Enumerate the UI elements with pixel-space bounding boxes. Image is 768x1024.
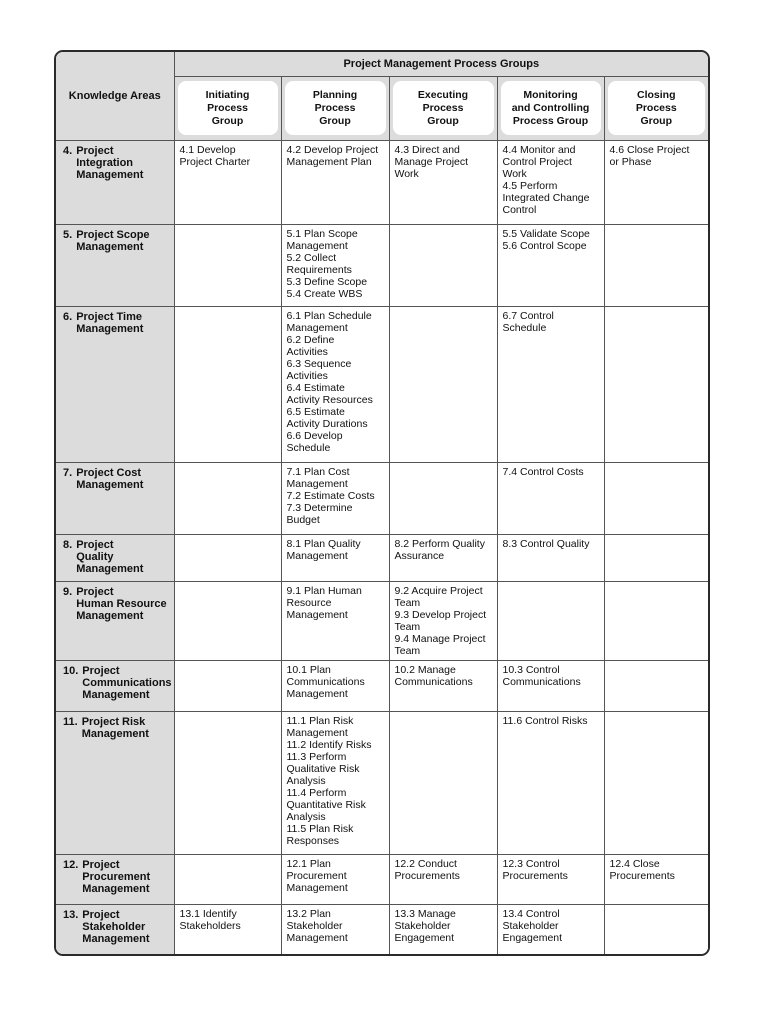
knowledge-area-label: [63, 229, 170, 253]
header-row-top: [56, 52, 708, 76]
knowledge-area-name: Project Cost Management: [76, 467, 144, 492]
process-cell: [604, 905, 708, 954]
process-cell: 5.1 Plan Scope Management 5.2 Collect Requirements 5.3 Define Scope 5.4 Create WBS: [281, 224, 389, 306]
table-row: [56, 660, 708, 711]
process-cell: [389, 711, 497, 854]
table-row: [56, 224, 708, 306]
table-row: [56, 307, 708, 463]
process-cell: 10.1 Plan Communications Management: [281, 660, 389, 711]
table-row: [56, 855, 708, 905]
knowledge-area-name: Project Scope Management: [76, 228, 150, 253]
knowledge-area-cell: [56, 224, 174, 306]
process-cell: 12.1 Plan Procurement Management: [281, 855, 389, 905]
group-label: Closing Process Group: [608, 81, 706, 135]
process-cell: 10.2 Manage Communications: [389, 660, 497, 711]
process-matrix-table: [56, 52, 708, 954]
knowledge-area-number: 11.: [63, 715, 78, 728]
process-cell: [497, 581, 604, 660]
process-cell: 4.2 Develop Project Management Plan: [281, 140, 389, 224]
process-groups-title: Project Management Process Groups: [174, 52, 708, 76]
process-matrix-frame: [54, 50, 710, 956]
knowledge-area-label: [63, 716, 170, 740]
knowledge-area-name: Project Procurement Management: [82, 859, 151, 896]
process-cell: [174, 711, 281, 854]
knowledge-area-number: 7.: [63, 467, 73, 480]
process-cell: [604, 660, 708, 711]
process-cell: [604, 463, 708, 534]
process-cell: 8.3 Control Quality: [497, 534, 604, 581]
knowledge-area-label: [63, 145, 170, 181]
knowledge-area-cell: [56, 463, 174, 534]
process-cell: 4.1 Develop Project Charter: [174, 140, 281, 224]
knowledge-area-name: Project Stakeholder Management: [82, 909, 150, 946]
knowledge-area-name: Project Communications Management: [82, 664, 172, 701]
knowledge-area-number: 13.: [63, 909, 79, 922]
process-cell: 9.2 Acquire Project Team 9.3 Develop Project Team 9.4 Manage Project Team: [389, 581, 497, 660]
knowledge-area-number: 4.: [63, 144, 73, 157]
knowledge-area-cell: [56, 140, 174, 224]
knowledge-area-label: [63, 311, 170, 335]
process-cell: 13.4 Control Stakeholder Engagement: [497, 905, 604, 954]
process-cell: [604, 224, 708, 306]
process-cell: [604, 581, 708, 660]
table-row: [56, 581, 708, 660]
knowledge-area-number: 10.: [63, 664, 79, 677]
process-cell: [174, 224, 281, 306]
process-cell: 12.4 Close Procurements: [604, 855, 708, 905]
process-cell: 12.3 Control Procurements: [497, 855, 604, 905]
table-row: [56, 534, 708, 581]
process-cell: 13.2 Plan Stakeholder Management: [281, 905, 389, 954]
table-row: [56, 711, 708, 854]
knowledge-area-cell: [56, 307, 174, 463]
knowledge-area-label: [63, 909, 170, 945]
knowledge-area-label: [63, 467, 170, 491]
knowledge-area-cell: [56, 581, 174, 660]
knowledge-area-name: Project Quality Management: [76, 538, 144, 575]
process-cell: [604, 711, 708, 854]
process-cell: [174, 534, 281, 581]
group-label: Monitoring and Controlling Process Group: [501, 81, 601, 135]
knowledge-area-cell: [56, 534, 174, 581]
knowledge-area-cell: [56, 855, 174, 905]
process-cell: [174, 855, 281, 905]
knowledge-area-number: 12.: [63, 859, 79, 872]
knowledge-area-number: 6.: [63, 311, 73, 324]
process-cell: 4.3 Direct and Manage Project Work: [389, 140, 497, 224]
group-label: Planning Process Group: [285, 81, 386, 135]
knowledge-area-name: Project Integration Management: [76, 144, 144, 181]
process-cell: [604, 534, 708, 581]
group-label: Initiating Process Group: [178, 81, 278, 135]
process-cell: 10.3 Control Communications: [497, 660, 604, 711]
process-cell: 9.1 Plan Human Resource Management: [281, 581, 389, 660]
knowledge-area-cell: [56, 660, 174, 711]
process-cell: 13.1 Identify Stakeholders: [174, 905, 281, 954]
process-cell: 8.1 Plan Quality Management: [281, 534, 389, 581]
process-cell: 4.6 Close Project or Phase: [604, 140, 708, 224]
knowledge-area-cell: [56, 711, 174, 854]
process-cell: [389, 224, 497, 306]
knowledge-area-label: [63, 859, 170, 895]
process-cell: [174, 307, 281, 463]
group-header-monitoring: [497, 76, 604, 140]
knowledge-area-name: Project Time Management: [76, 311, 144, 336]
knowledge-area-label: [63, 665, 170, 701]
knowledge-area-label: [63, 539, 170, 575]
knowledge-area-number: 5.: [63, 228, 73, 241]
knowledge-area-number: 9.: [63, 585, 73, 598]
knowledge-area-number: 8.: [63, 538, 73, 551]
process-cell: [174, 581, 281, 660]
knowledge-area-name: Project Risk Management: [81, 715, 149, 740]
group-label: Executing Process Group: [393, 81, 494, 135]
group-header-initiating: [174, 76, 281, 140]
process-cell: 6.1 Plan Schedule Management 6.2 Define Activities 6.3 Sequence Activities 6.4 Estimate Activity Resources 6.5 Estimate Activity Durations 6.6 Develop Schedule: [281, 307, 389, 463]
group-header-closing: [604, 76, 708, 140]
process-cell: 6.7 Control Schedule: [497, 307, 604, 463]
knowledge-area-label: [63, 586, 170, 622]
group-header-planning: [281, 76, 389, 140]
process-cell: [174, 463, 281, 534]
process-cell: [604, 307, 708, 463]
knowledge-area-name: Project Human Resource Management: [76, 585, 167, 622]
process-cell: 8.2 Perform Quality Assurance: [389, 534, 497, 581]
process-cell: 7.4 Control Costs: [497, 463, 604, 534]
process-cell: 11.6 Control Risks: [497, 711, 604, 854]
knowledge-area-cell: [56, 905, 174, 954]
table-row: [56, 463, 708, 534]
process-cell: 5.5 Validate Scope 5.6 Control Scope: [497, 224, 604, 306]
process-cell: [174, 660, 281, 711]
process-cell: 4.4 Monitor and Control Project Work 4.5 Perform Integrated Change Control: [497, 140, 604, 224]
process-cell: 12.2 Conduct Procurements: [389, 855, 497, 905]
group-header-executing: [389, 76, 497, 140]
process-cell: 13.3 Manage Stakeholder Engagement: [389, 905, 497, 954]
process-cell: 11.1 Plan Risk Management 11.2 Identify Risks 11.3 Perform Qualitative Risk Analysis 11.4 Perform Quantitative Risk Analysis 11.5 Plan Risk Responses: [281, 711, 389, 854]
knowledge-areas-header: Knowledge Areas: [56, 52, 174, 140]
process-cell: 7.1 Plan Cost Management 7.2 Estimate Costs 7.3 Determine Budget: [281, 463, 389, 534]
process-cell: [389, 307, 497, 463]
table-row: [56, 905, 708, 954]
process-cell: [389, 463, 497, 534]
table-row: [56, 140, 708, 224]
